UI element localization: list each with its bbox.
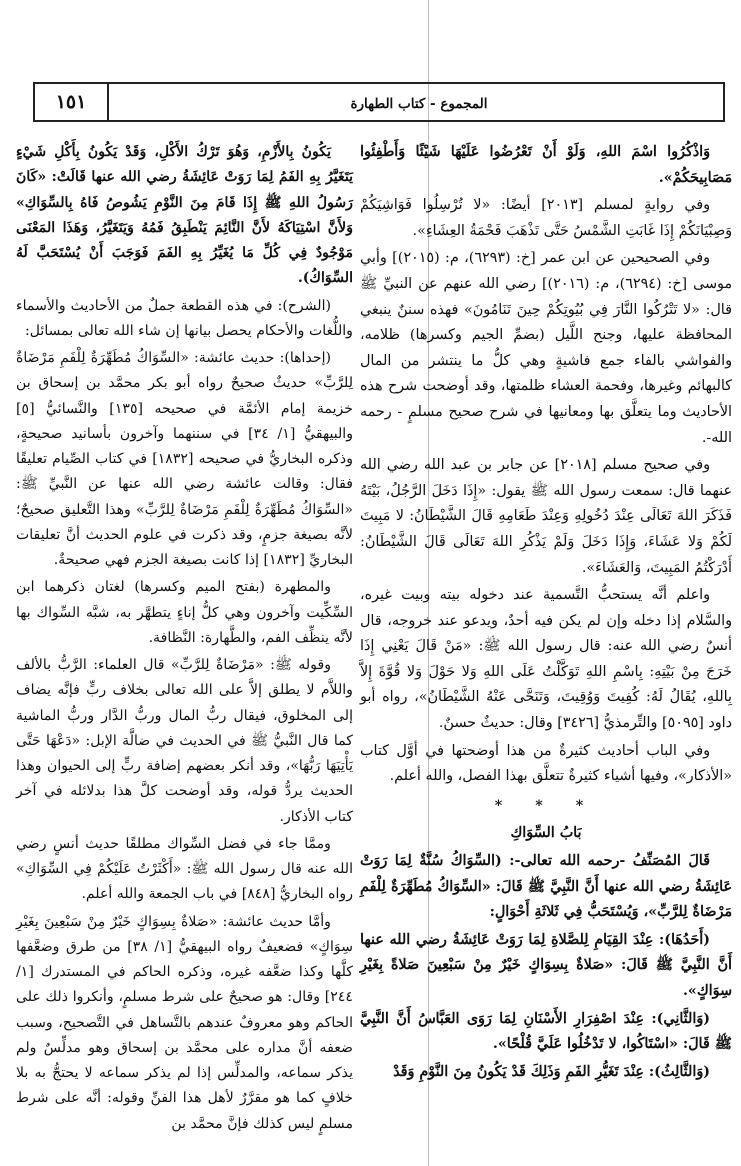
matn-quote: (أَحَدُهَا): عِنْدَ القِيَامِ لِلصَّلاةِ لِمَا رَوَتْ عَائِشَةُ رضي الله عنها أَنَّ النَّبِيَّ ﷺ قَالَ: «صَلاةٌ بِسِوَاكٍ خَيْرٌ مِنْ سَبْعِينَ صَلاةً بِغَيْرِ سِوَاكٍ». — [360, 931, 732, 999]
matn-quote: وَاذْكُرُوا اسْمَ اللهِ، وَلَوْ أَنْ تَعْرُضُوا عَلَيْهَا شَيْئًا وَأَطْفِئُوا مَصَابِيحَكُمْ». — [360, 144, 732, 186]
paragraph: وأمَّا حديث عائشة: «صَلاةٌ بِسِوَاكٍ خَيْرٌ مِنْ سَبْعِينَ بِغَيْرِ سِوَاكٍ» فضعيفٌ رواه البيهقيُّ [١/ ٣٨] من طرق وضعَّفها كلَّها وكذا ضعَّفه غيره، وذكره الحاكم في المستدرك [١/ ٢٤٤] وقال: هو صحيحٌ على شرط مسلمٍ، وأنكروا ذلك على الحاكم وهو معروفٌ عندهم بالتَّساهل في التَّصحيح، وسبب ضعفه أنَّ مداره على محمَّد بن إسحاق وهو مدلِّسٌ ولم يذكر سماعه، والمدلِّس إذا لم يذكر سماعه لا يحتجُّ به بلا خلافٍ كما هو مقرَّرٌ لأهل هذا الفنِّ وقوله: أنَّه على شرط مسلمٍ ليس كذلك فإنَّ محمَّد بن — [16, 913, 354, 1132]
page-number: ١٥١ — [35, 84, 109, 120]
paragraph: وفي صحيح مسلم [٢٠١٨] عن جابر بن عبد الله رضي الله عنهما قال: سمعت رسول الله ﷺ يقول: «إِذَا دَخَلَ الرَّجُلُ، بَيْتَهُ فَذَكَرَ اللهَ تَعَالَى عِنْدَ دُخُولِهِ وَعِنْدَ طَعَامِهِ قَالَ الشَّيْطَانُ: لا مَبِيتَ لَكُمْ وَلا عَشَاءَ، وَإِذَا دَخَلَ وَلَمْ يَذْكُرِ اللهَ تَعَالَى قَالَ الشَّيْطَانُ: أَدْرَكْتُمُ المَبِيتَ، وَالعَشَاءَ». — [360, 457, 732, 576]
paragraph: واعلم أنَّه يستحبُّ التَّسمية عند دخوله بيته وبيت غيره، والسَّلام إذا دخله وإن لم يكن فيه أحدٌ، ويدعو عند خروجه، قال أنسٌ رضي الله عنه: قال رسول الله ﷺ: «مَنْ قَالَ يَعْنِي إِذَا خَرَجَ مِنْ بَيْتِهِ: بِاسْمِ اللهِ تَوَكَّلْتُ عَلَى اللهِ وَلا حَوْلَ وَلا قُوَّةَ إِلاَّ بِاللهِ، يُقَالُ لَهُ: كُفِيتَ وَوُقِيتَ، وَتَنَحَّى عَنْهُ الشَّيْطَانُ»، رواه أبو داود [٥٠٩٥] والتِّرمذيُّ [٣٤٢٦] وقال: حديثٌ حسنٌ. — [360, 587, 732, 732]
page-header — [33, 82, 725, 122]
paragraph: (الشرح): في هذه القطعة جملٌ من الأحاديث والأسماء واللُّغات والأحكام يحصل بيانها إن شاء الله تعالى بمسائل: — [16, 297, 353, 339]
right-text-column — [360, 140, 732, 1087]
paragraph: وفي الباب أحاديث كثيرةٌ من هذا أوضحتها في أوَّل كتاب «الأذكار»، وفيها أشياء كثيرةٌ تتعلَّق بهذا الفصل، والله أعلم. — [360, 742, 732, 785]
paragraph: وفي روايةٍ لمسلم [٢٠١٣] أيضًا: «لا تُرْسِلُوا فَوَاشِيَكُمْ وَصِبْيَانَكُمْ إِذَا غَابَتِ الشَّمْسُ حَتَّى تَذْهَبَ فَحْمَةُ العِشَاءِ». — [360, 197, 732, 239]
matn-quote: (وَالثَّانِي): عِنْدَ اصْفِرَارِ الأَسْنَانِ لِمَا رَوَى العَبَّاسُ أَنَّ النَّبِيَّ ﷺ قَالَ: «اسْتَاكُوا، لا تَدْخُلُوا عَلَيَّ قُلْحًا». — [360, 1010, 732, 1053]
matn-quote: (وَالثَّالِثُ): عِنْدَ تَغَيُّرِ الفَمِ وَذَلِكَ قَدْ يَكُونُ مِنَ النَّوْمِ وَقَدْ — [393, 1063, 710, 1080]
paragraph: وممَّا جاء في فضل السِّواك مطلقًا حديث أنسٍ رضي الله عنه قال رسول الله ﷺ: «أَكْثَرْتُ عَلَيْكُمْ فِي السِّوَاكِ» رواه البخاريُّ [٨٤٨] في باب الجمعة والله أعلم. — [16, 835, 353, 903]
paragraph: والمطهرة (بفتح الميم وكسرها) لغتان ذكرهما ابن السِّكِّيت وآخرون وهي كلُّ إناءٍ يتطهَّر به، شبَّه السِّواك بها لأنَّه ينظِّف الفم، والطَّهارة: النَّظافة. — [16, 579, 353, 646]
chapter-title: بَابُ السِّوَاكِ — [510, 825, 582, 842]
paragraph: وقوله ﷺ: «مَرْضَاةٌ لِلرَّبِّ» قال العلماء: الرَّبُّ بالألف واللاَّم لا يطلق إلاَّ على الله تعالى بخلاف ربٍّ فإنَّه يضاف إلى المخلوق، فيقال ربُّ المال وربُّ الدَّار وربُّ الماشية كما قال النَّبيُّ ﷺ في الحديث في ضالَّة الإبل: «دَعْهَا حَتَّى يَأْتِيَهَا رَبُّهَا»، وقد أنكر بعضهم إضافة ربٍّ إلى الحيوان وهذا الحديث يردُّ قوله، وقد أوضحت كلَّ هذا بدلائله في آخر كتاب الأذكار. — [16, 657, 353, 825]
running-title: المجموع - كتاب الطهارة — [350, 96, 488, 112]
left-text-column — [16, 140, 353, 1139]
paragraph: وفي الصحيحين عن ابن عمر [خ: (٦٢٩٣)، م: (٢٠١٥)] وأبي موسى [خ: (٦٢٩٤)، م: (٢٠١٦)] رضي الله عنهم عن النبيِّ ﷺ قال: «لا تَتْرُكُوا النَّارَ فِي بُيُوتِكُمْ حِينَ تَنَامُونَ» فهذه سننٌ ينبغي المحافظة عليها، وجنح اللَّيل (بضمِّ الجيم وكسرها) ظلامه، والفواشي بالفاء جمع فاشيةٍ وهي كلُّ ما ينتشر من المال كالبهائم وغيرها، وفحمة العشاء ظلمتها، وقد أوضحت شرح هذه الأحاديث وما يتعلَّق بها ومعانيها في شرح صحيح مسلمٍ - رحمه الله-. — [360, 250, 733, 446]
matn-quote: يَكُونُ بِالأَزْمِ، وَهُوَ تَرْكُ الأَكْلِ، وَقَدْ يَكُونُ بِأَكْلِ شَيْءٍ يَتَغَيَّرُ بِهِ الفَمُ لِمَا رَوَتْ عَائِشَةُ رضي الله عنها قَالَتْ: «كَانَ رَسُولُ اللهِ ﷺ إِذَا قَامَ مِنَ النَّوْمِ يَشُوصُ فَاهُ بِالسِّوَاكِ» وَلأَنَّ اسْتِيَاكَهُ لأَنَّ النَّائِمَ يَنْطَبِقُ فَمُهُ وَيَتَغَيَّرُ، وَهَذَا المَعْنَى مَوْجُودٌ فِي كُلِّ مَا يُغَيِّرُ بِهِ الفَمَ فَوَجَبَ أَنْ يُسْتَحَبَّ لَهُ السِّوَاكُ). — [16, 144, 353, 287]
paragraph: (إحداها): حديث عائشة: «السِّوَاكُ مُطَهِّرَةٌ لِلْفَمِ مَرْضَاةٌ لِلرَّبِّ» حديثٌ صحيحٌ رواه أبو بكر محمَّد بن إسحاق بن خزيمة إمام الأئمَّة في صحيحه [١٣٥] والنَّسائيُّ [٥] والبيهقيُّ [١/ ٣٤] في سننهما وآخرون بأسانيد صحيحةٍ، وذكره البخاريُّ في صحيحه [١٨٣٢] في كتاب الصِّيام تعليقًا فقال: وقالت عائشة رضي الله عنها عن النَّبيِّ ﷺ: «السِّوَاكُ مُطَهِّرَةٌ لِلْفَمِ مَرْضَاةٌ لِلرَّبِّ» وهذا التَّعليق صحيحٌ؛ لأنَّه بصيغة جزمٍ، وقد ذكرت في علوم الحديث أنَّ تعليقات البخاريِّ [١٨٣٢] إذا كانت بصيغة الجزم فهي صحيحةٌ. — [16, 350, 353, 568]
section-separator: * * * — [494, 797, 598, 814]
matn-quote: قَالَ المُصَنِّفُ -رحمه الله تعالى-: (السِّوَاكُ سُنَّةٌ لِمَا رَوَتْ عَائِشَةُ رضي الله عنها أَنَّ النَّبِيَّ ﷺ قَالَ: «السِّوَاكُ مُطَهِّرَةٌ لِلْفَمِ مَرْضَاةٌ لِلرَّبِّ»، وَيُسْتَحَبُّ فِي ثَلاثَةِ أَحْوَالٍ: — [360, 853, 732, 921]
